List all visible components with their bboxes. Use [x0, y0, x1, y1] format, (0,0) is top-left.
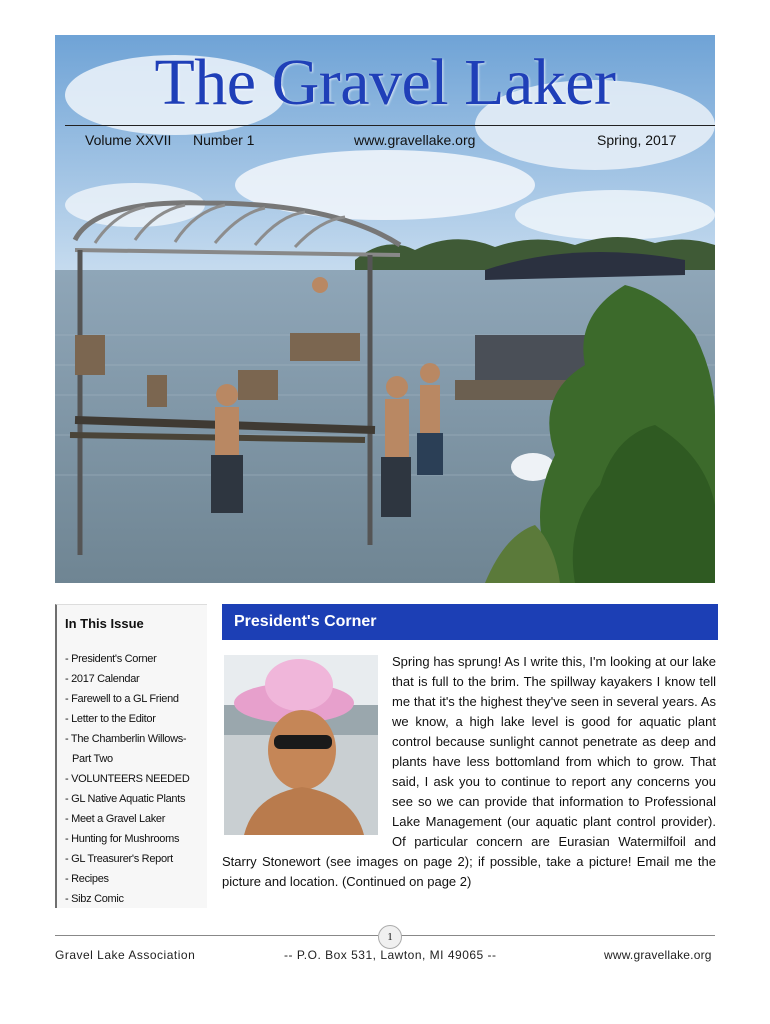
sidebar-heading: In This Issue [65, 616, 144, 631]
footer-org: Gravel Lake Association [55, 948, 196, 962]
article-body: Spring has sprung! As I write this, I'm looking at our lake that is full to the brim. The spillway kayakers I know tell me that it's the highest they've seen in several years. As we know, a high lake level is good for aquatic plant control because sunlight cannot penetrate as deep and plants have less bottomland from which to grow. That said, I ask you to continue to report any concerns you see so we can provide that information to Professional Lake Management (our aquatic plant control provider). Of particular concern are Eurasian Watermilfoil and Starry Stonewort (see images on page 2); if possible, take a picture! Email me the picture and location. (Continued on page 2) [222, 654, 716, 889]
list-item: - The Chamberlin Willows- [65, 733, 187, 745]
issue-contents-list [65, 649, 205, 909]
section-heading: President's Corner [234, 613, 377, 630]
list-item: - VOLUNTEERS NEEDED [65, 773, 190, 785]
president-photo [224, 655, 378, 835]
list-item: - GL Native Aquatic Plants [65, 793, 186, 805]
season-label: Spring, 2017 [597, 132, 677, 148]
website-link[interactable]: www.gravellake.org [354, 132, 476, 148]
list-item: - Recipes [65, 873, 109, 885]
list-item: - Hunting for Mushrooms [65, 833, 180, 845]
footer-rule-left [55, 935, 378, 936]
footer-website[interactable]: www.gravellake.org [604, 948, 712, 962]
page-number: 1 [378, 925, 402, 949]
list-item: Part Two [72, 753, 113, 765]
masthead-rule [65, 125, 715, 126]
cover-photo [55, 35, 715, 583]
section-header-bar [222, 604, 718, 640]
list-item: - Sibz Comic [65, 893, 124, 905]
volume-label: Volume XXVII [85, 132, 172, 148]
masthead-title: The Gravel Laker [154, 46, 616, 119]
list-item: - Meet a Gravel Laker [65, 813, 166, 825]
list-item: - President's Corner [65, 653, 157, 665]
in-this-issue-box [55, 604, 207, 908]
list-item: - 2017 Calendar [65, 673, 140, 685]
footer-rule-right [401, 935, 715, 936]
footer-address: -- P.O. Box 531, Lawton, MI 49065 -- [284, 948, 497, 962]
list-item: - GL Treasurer's Report [65, 853, 173, 865]
portrait-illustration [224, 655, 378, 835]
list-item: - Farewell to a GL Friend [65, 693, 179, 705]
number-label: Number 1 [193, 132, 255, 148]
list-item: - Letter to the Editor [65, 713, 156, 725]
